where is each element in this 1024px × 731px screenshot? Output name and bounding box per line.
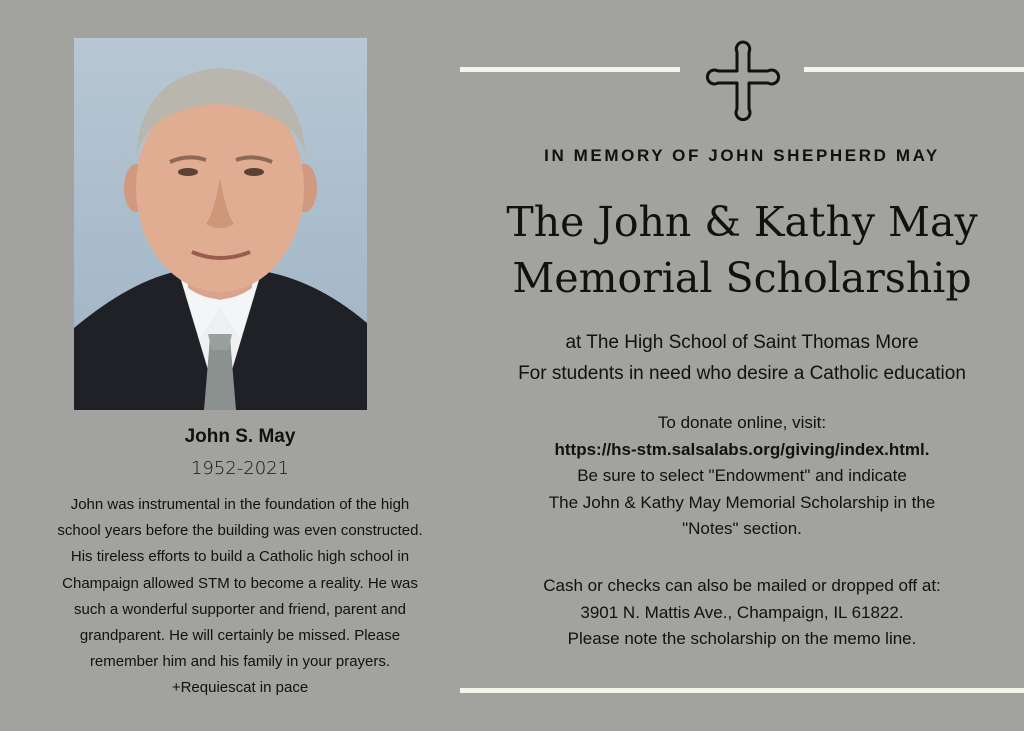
- subtitle-line: For students in need who desire a Catholic education: [518, 363, 966, 384]
- bio-line: school years before the building was even constructed.: [57, 522, 423, 540]
- bio-line: Champaign allowed STM to become a reality. He was: [62, 574, 418, 592]
- bio-line: grandparent. He will certainly be missed. Please: [79, 627, 401, 645]
- scholarship-subtitle: [460, 327, 1024, 389]
- portrait-photo: [74, 38, 367, 410]
- life-years: 1952-2021: [190, 458, 290, 479]
- bio-line: such a wonderful supporter and friend, parent and: [74, 600, 406, 618]
- scholarship-title: [460, 194, 1024, 306]
- memorial-heading: IN MEMORY OF JOHN SHEPHERD MAY: [544, 146, 940, 165]
- subtitle-line: at The High School of Saint Thomas More: [565, 332, 919, 353]
- mailing-address: 3901 N. Mattis Ave., Champaign, IL 61822.: [580, 602, 904, 622]
- bottom-rule: [460, 688, 1024, 693]
- bio-line: His tireless efforts to build a Catholic high school in: [70, 548, 410, 566]
- donate-line: The John & Kathy May Memorial Scholarship in the: [548, 492, 936, 512]
- mail-line: Please note the scholarship on the memo line.: [567, 629, 917, 648]
- mail-instructions: [460, 573, 1024, 653]
- donate-line: Be sure to select "Endowment" and indicate: [577, 466, 907, 485]
- donate-url-link[interactable]: https://hs-stm.salsalabs.org/giving/index.html.: [554, 439, 930, 459]
- bio-line: +Requiescat in pace: [171, 679, 309, 697]
- top-rule-left: [460, 67, 680, 72]
- bio-line: remember him and his family in your prayers.: [89, 653, 391, 671]
- biography: [20, 492, 460, 702]
- title-line: The John & Kathy May: [506, 198, 978, 246]
- donate-instructions: [460, 410, 1024, 543]
- cross-icon: [703, 38, 783, 128]
- mail-line: Cash or checks can also be mailed or dropped off at:: [543, 576, 941, 595]
- title-line: Memorial Scholarship: [512, 254, 972, 302]
- donate-intro: To donate online, visit:: [657, 413, 827, 432]
- top-rule-right: [804, 67, 1024, 72]
- portrait-illustration: [74, 38, 367, 410]
- donate-line: "Notes" section.: [682, 519, 802, 538]
- bio-line: John was instrumental in the foundation of the high: [70, 496, 410, 513]
- person-name: John S. May: [184, 426, 296, 447]
